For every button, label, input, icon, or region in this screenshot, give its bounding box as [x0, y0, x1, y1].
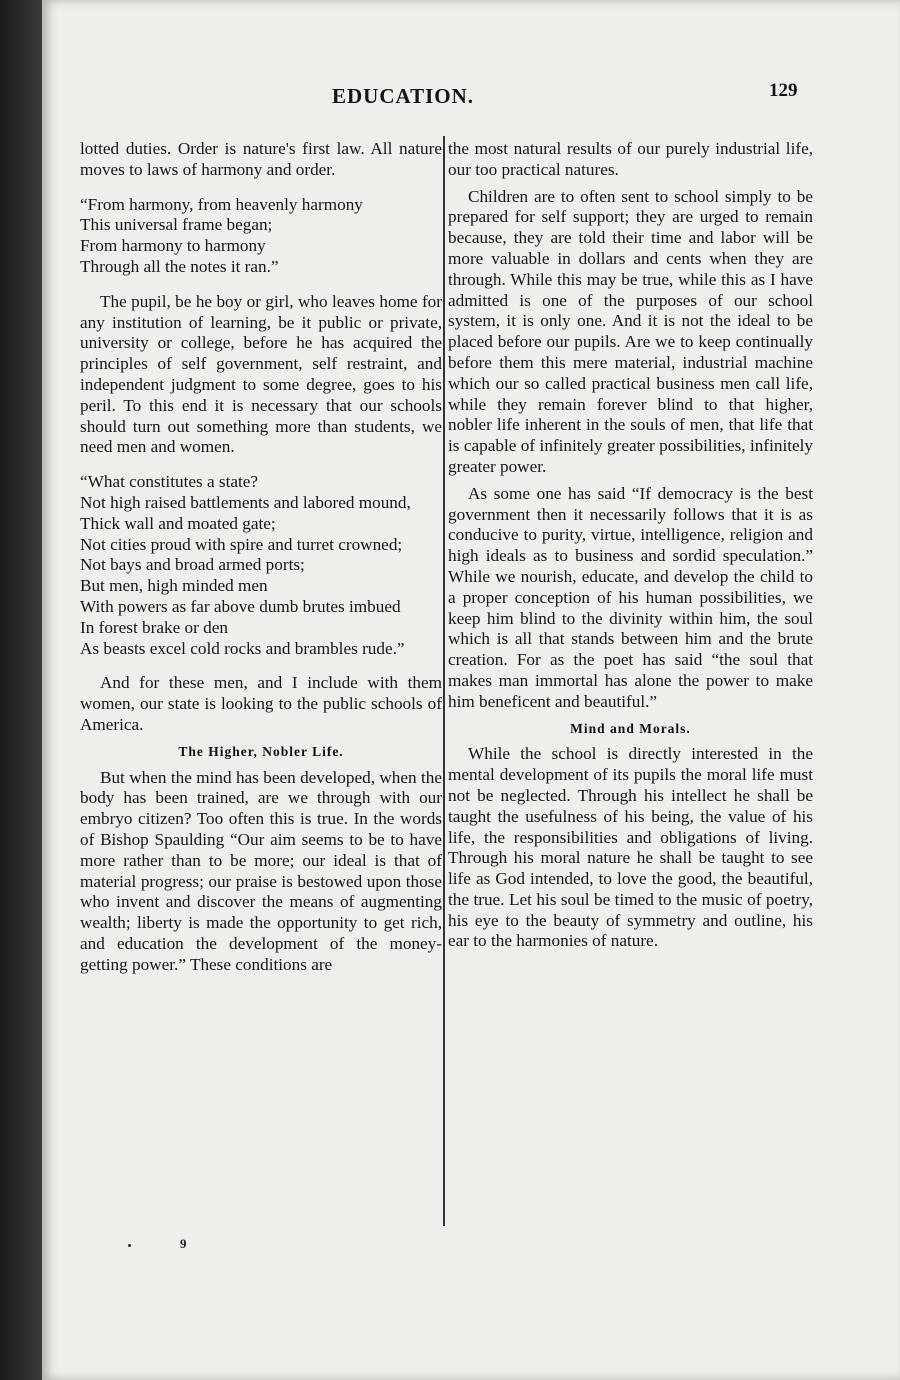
signature-mark: 9: [180, 1236, 187, 1251]
paragraph: lotted duties. Order is nature's first law. All nature moves to laws of harmony and order.: [80, 139, 442, 179]
verse-line: As beasts excel cold rocks and brambles rude.”: [80, 638, 405, 658]
column-divider: [443, 136, 445, 1226]
paragraph: Children are to often sent to school simply to be prepared for self support; they are urged to remain because, they are told their time and labor will be more valuable in dollars and cents when they are through. While this may be true, while this as I have admitted is one of the purposes of our school system, it is only one. And it is not the ideal to be placed before our pupils. Are we to keep continually before them this mere material, industrial machine which our so called practical business men call life, while they remain forever blind to that higher, nobler life inherent in the souls of men, that life that is capable of infinitely greater possibilities, infinitely greater power.: [448, 186, 813, 476]
right-column: [448, 139, 813, 952]
verse-line: With powers as far above dumb brutes imbued: [80, 596, 401, 616]
verse-line: “From harmony, from heavenly harmony: [80, 194, 363, 214]
paragraph: While the school is directly interested in the mental development of its pupils the moral life must not be neglected. Through his intellect he shall be taught the usefulness of his being, the value of his life, the responsibilities and obligations of living. Through his moral nature he shall be taught to see life as God intended, to love the good, the beautiful, the true. Let his soul be timed to the music of poetry, his eye to the beauty of symmetry and outline, his ear to the harmonies of nature.: [448, 744, 813, 951]
verse-line: Thick wall and moated gate;: [80, 513, 276, 533]
verse-line: Through all the notes it ran.”: [80, 256, 279, 276]
paragraph: But when the mind has been developed, when the body has been trained, are we through with our embryo citizen? Too often this is true. In the words of Bishop Spaulding “Our aim seems to be to have more rather than to be more; our ideal is that of material progress; our praise is bestowed upon those who invent and discover the means of augmenting wealth; liberty is made the opportunity to get rich, and education the development of the money-getting power.” These conditions are: [80, 767, 442, 974]
running-head: EDUCATION.: [332, 84, 475, 108]
paragraph: As some one has said “If democracy is the best government then it necessarily follows that it is as conducive to purity, virtue, intelligence, religion and high ideals as to business and sordid speculation.” While we nourish, educate, and develop the child to a proper conception of his human possibilities, we keep him blind to the divinity within him, the soul which is all that stands between him and the brute creation. For as the poet has said “the soul that makes man immortal has alone the power to make him beneficent and beautiful.”: [448, 483, 813, 711]
page-number: 129: [769, 80, 798, 101]
section-heading: The Higher, Nobler Life.: [178, 743, 344, 759]
paragraph: the most natural results of our purely industrial life, our too practical natures.: [448, 139, 813, 179]
verse-line: Not high raised battlements and labored mound,: [80, 492, 411, 512]
verse-stanza: [80, 472, 442, 659]
binding-edge: [0, 0, 42, 1380]
verse-stanza: [80, 195, 442, 278]
verse-line: Not cities proud with spire and turret crowned;: [80, 534, 403, 554]
verse-line: “What constitutes a state?: [80, 472, 259, 492]
ink-mark: [128, 1244, 131, 1247]
verse-line: This universal frame began;: [80, 215, 273, 235]
verse-line: Not bays and broad armed ports;: [80, 555, 305, 575]
verse-line: But men, high minded men: [80, 576, 268, 596]
section-heading: Mind and Morals.: [570, 720, 691, 736]
left-column: [80, 139, 442, 975]
paragraph: And for these men, and I include with them women, our state is looking to the public schools of America.: [80, 673, 442, 734]
verse-line: In forest brake or den: [80, 617, 228, 637]
verse-line: From harmony to harmony: [80, 236, 266, 256]
paragraph: The pupil, be he boy or girl, who leaves home for any institution of learning, be it public or private, university or college, before he has acquired the principles of self government, self restraint, and independent judgment to some degree, goes to his peril. To this end it is necessary that our schools should turn out something more than students, we need men and women.: [80, 291, 442, 457]
